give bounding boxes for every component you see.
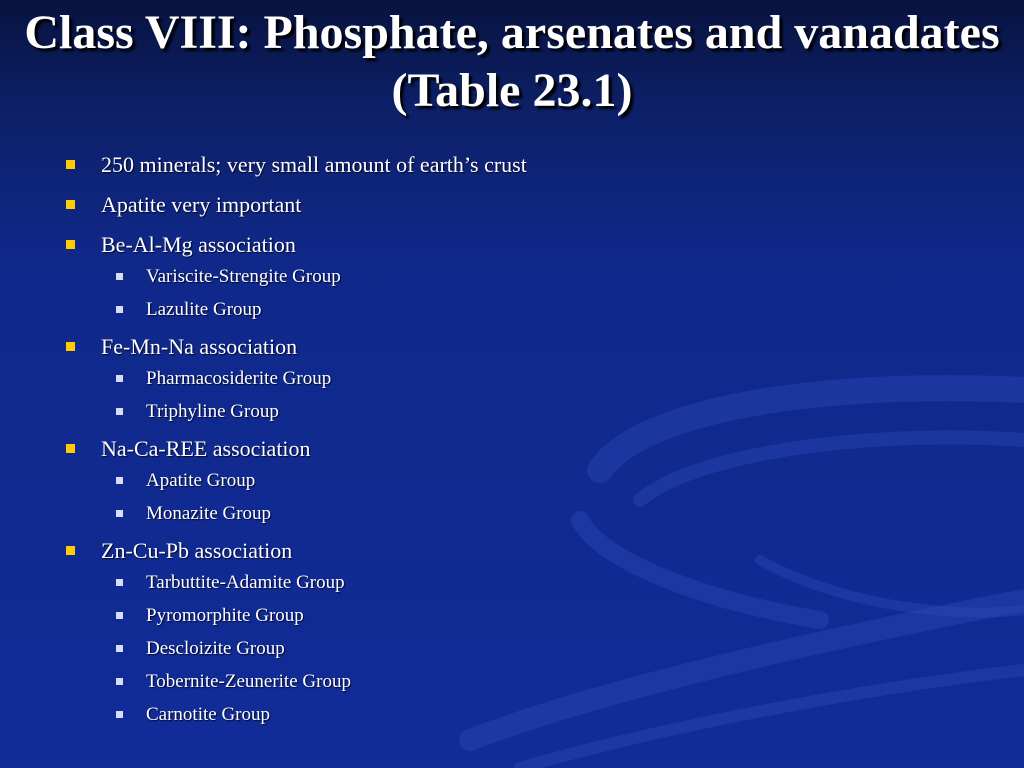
square-bullet-icon: [66, 546, 75, 555]
square-sub-bullet-icon: [116, 645, 123, 652]
sub-bullet-item: [0, 570, 1024, 596]
square-sub-bullet-icon: [116, 408, 123, 415]
square-sub-bullet-icon: [116, 273, 123, 280]
square-sub-bullet-icon: [116, 510, 123, 517]
bullet-text: Be-Al-Mg association: [101, 232, 296, 257]
sub-bullet-text: Lazulite Group: [146, 299, 262, 320]
square-bullet-icon: [66, 200, 75, 209]
sub-bullet-text: Monazite Group: [146, 503, 272, 524]
square-sub-bullet-icon: [116, 306, 123, 313]
bullet-item: [0, 190, 1024, 220]
square-sub-bullet-icon: [116, 711, 123, 718]
sub-bullet-item: [0, 636, 1024, 662]
sub-bullet-text: Tarbuttite-Adamite Group: [146, 572, 345, 593]
sub-bullet-text: Tobernite-Zeunerite Group: [146, 671, 351, 692]
sub-bullet-item: [0, 603, 1024, 629]
sub-bullet-text: Variscite-Strengite Group: [146, 266, 341, 287]
bullet-item: [0, 536, 1024, 566]
sub-bullet-item: [0, 501, 1024, 527]
square-sub-bullet-icon: [116, 678, 123, 685]
slide-title: Class VIII: Phosphate, arsenates and vanadates (Table 23.1): [24, 6, 1000, 117]
sub-bullet-text: Pharmacosiderite Group: [146, 368, 332, 389]
sub-bullet-text: Carnotite Group: [146, 704, 271, 725]
bullet-text: Apatite very important: [101, 192, 302, 217]
sub-bullet-item: [0, 264, 1024, 290]
bullet-text: Na-Ca-REE association: [101, 436, 311, 461]
sub-bullet-text: Triphyline Group: [146, 401, 279, 422]
sub-bullet-item: [0, 669, 1024, 695]
sub-bullet-text: Descloizite Group: [146, 638, 285, 659]
bullet-list: [0, 150, 1024, 728]
sub-bullet-item: [0, 297, 1024, 323]
sub-bullet-text: Pyromorphite Group: [146, 605, 304, 626]
square-sub-bullet-icon: [116, 579, 123, 586]
sub-bullet-item: [0, 468, 1024, 494]
sub-bullet-item: [0, 399, 1024, 425]
bullet-text: Zn-Cu-Pb association: [101, 538, 293, 563]
square-sub-bullet-icon: [116, 375, 123, 382]
sub-bullet-text: Apatite Group: [146, 470, 256, 491]
bullet-item: [0, 332, 1024, 362]
bullet-text: Fe-Mn-Na association: [101, 334, 298, 359]
square-sub-bullet-icon: [116, 477, 123, 484]
sub-bullet-item: [0, 702, 1024, 728]
square-bullet-icon: [66, 240, 75, 249]
bullet-item: [0, 230, 1024, 260]
sub-bullet-item: [0, 366, 1024, 392]
square-bullet-icon: [66, 444, 75, 453]
bullet-item: [0, 150, 1024, 180]
square-bullet-icon: [66, 342, 75, 351]
square-bullet-icon: [66, 160, 75, 169]
bullet-item: [0, 434, 1024, 464]
bullet-text: 250 minerals; very small amount of earth’s crust: [101, 152, 527, 177]
square-sub-bullet-icon: [116, 612, 123, 619]
